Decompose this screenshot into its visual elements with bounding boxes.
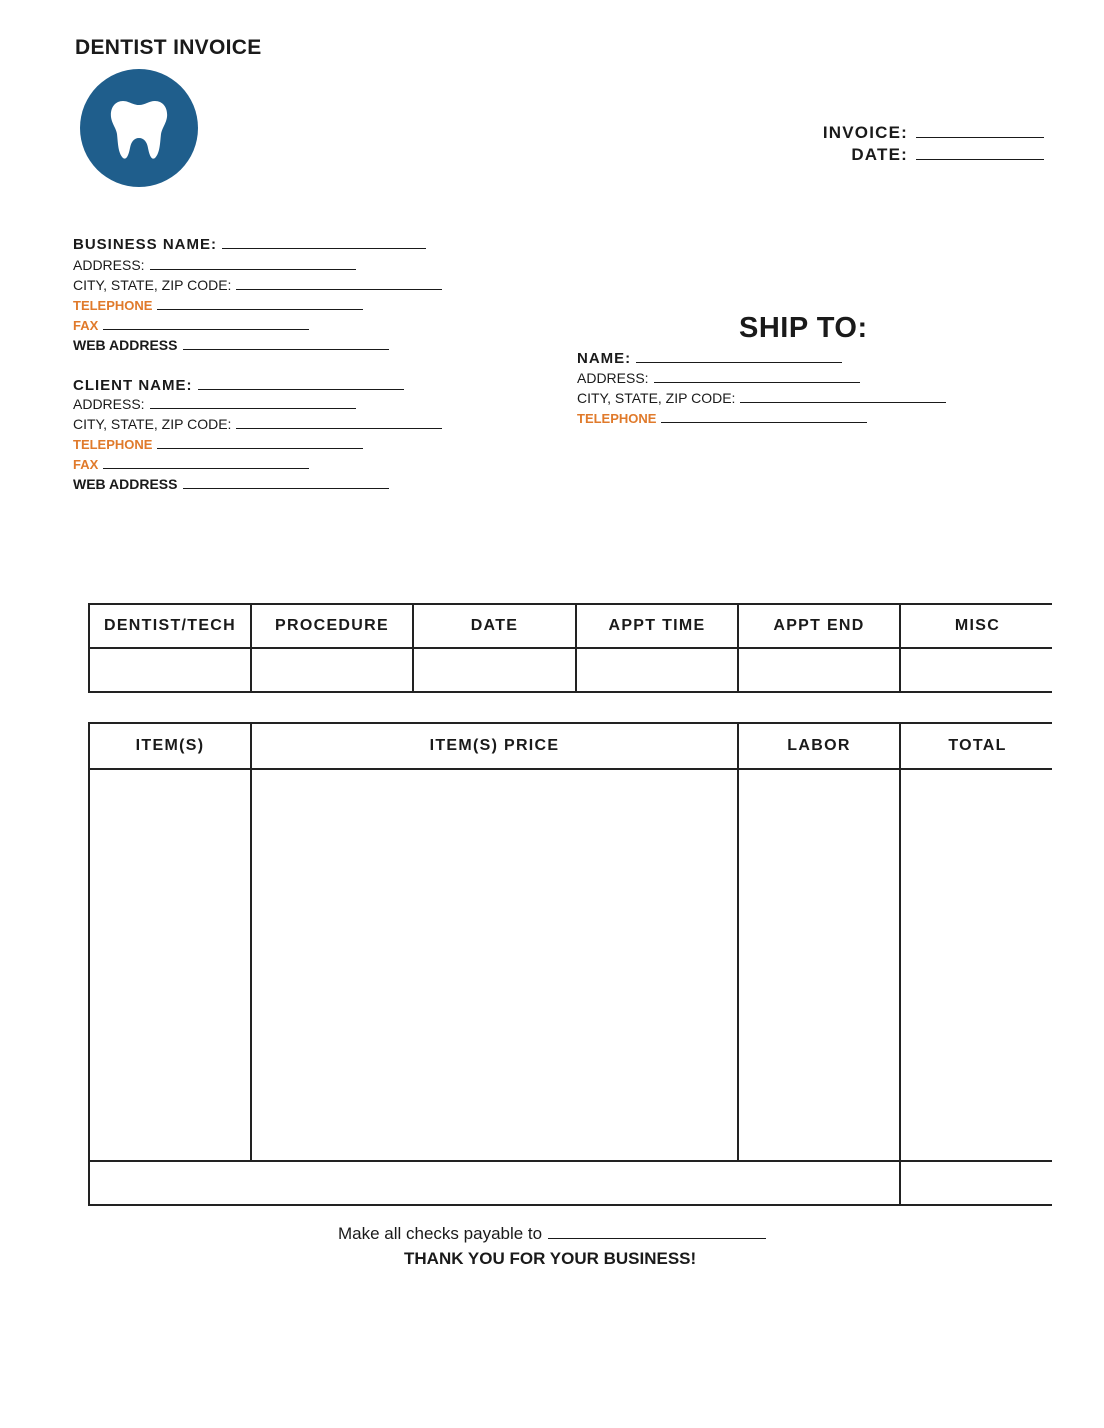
invoice-number-label: INVOICE: <box>822 123 908 142</box>
client-web-line[interactable] <box>183 476 389 489</box>
business-fax-label: FAX <box>73 318 99 333</box>
ship-telephone-field[interactable] <box>577 408 867 428</box>
cell-labor[interactable] <box>738 769 900 1161</box>
appointment-row <box>89 648 1055 692</box>
thank-you-note: THANK YOU FOR YOUR BUSINESS! <box>404 1249 697 1268</box>
checks-payable-label: Make all checks payable to <box>338 1224 543 1243</box>
tooth-icon <box>79 68 199 188</box>
header-total: TOTAL <box>900 723 1055 769</box>
client-telephone-field[interactable] <box>73 434 363 454</box>
cell-appt-time[interactable] <box>576 648 738 692</box>
business-name-field[interactable] <box>73 234 426 254</box>
cell-appt-end[interactable] <box>738 648 900 692</box>
business-fax-field[interactable] <box>73 315 309 335</box>
business-telephone-line[interactable] <box>157 297 363 310</box>
header-labor: LABOR <box>738 723 900 769</box>
ship-address-field[interactable] <box>577 368 860 388</box>
client-name-field[interactable] <box>73 375 404 395</box>
invoice-date-line[interactable] <box>916 145 1044 160</box>
ship-name-line[interactable] <box>636 350 842 363</box>
business-telephone-label: TELEPHONE <box>73 298 153 313</box>
appointment-table <box>88 603 1056 693</box>
header-misc: MISC <box>900 604 1055 648</box>
client-name-line[interactable] <box>198 377 404 390</box>
table-right-edge-mask <box>1052 595 1104 1215</box>
invoice-date-label: DATE: <box>851 145 908 164</box>
ship-address-label: ADDRESS: <box>577 370 649 386</box>
document-title: DENTIST INVOICE <box>75 36 262 59</box>
ship-city-field[interactable] <box>577 388 946 408</box>
header-appt-time: APPT TIME <box>576 604 738 648</box>
checks-payable-field[interactable] <box>338 1224 766 1244</box>
cell-dentist-tech[interactable] <box>89 648 251 692</box>
client-web-label: WEB ADDRESS <box>73 476 178 492</box>
client-city-label: CITY, STATE, ZIP CODE: <box>73 416 232 432</box>
business-city-label: CITY, STATE, ZIP CODE: <box>73 277 232 293</box>
client-address-label: ADDRESS: <box>73 396 145 412</box>
ship-name-label: NAME: <box>577 350 632 367</box>
business-address-field[interactable] <box>73 255 356 275</box>
client-fax-field[interactable] <box>73 454 309 474</box>
cell-items-price[interactable] <box>251 769 738 1161</box>
invoice-number-field[interactable] <box>823 123 1044 143</box>
ship-name-field[interactable] <box>577 348 842 368</box>
items-table <box>88 722 1056 1206</box>
ship-telephone-line[interactable] <box>661 410 867 423</box>
client-address-line[interactable] <box>150 396 356 409</box>
client-telephone-line[interactable] <box>157 436 363 449</box>
business-web-label: WEB ADDRESS <box>73 337 178 353</box>
items-header-row <box>89 723 1055 769</box>
client-fax-line[interactable] <box>103 456 309 469</box>
client-address-field[interactable] <box>73 394 356 414</box>
header-dentist-tech: DENTIST/TECH <box>89 604 251 648</box>
client-telephone-label: TELEPHONE <box>73 437 153 452</box>
ship-to-title: SHIP TO: <box>739 312 868 344</box>
business-name-label: BUSINESS NAME: <box>73 236 218 253</box>
business-city-line[interactable] <box>236 277 442 290</box>
business-telephone-field[interactable] <box>73 295 363 315</box>
header-date: DATE <box>413 604 576 648</box>
client-fax-label: FAX <box>73 457 99 472</box>
ship-address-line[interactable] <box>654 370 860 383</box>
appointment-header-row <box>89 604 1055 648</box>
business-web-line[interactable] <box>183 337 389 350</box>
business-city-field[interactable] <box>73 275 442 295</box>
business-web-field[interactable] <box>73 335 389 355</box>
header-appt-end: APPT END <box>738 604 900 648</box>
cell-items[interactable] <box>89 769 251 1161</box>
client-city-field[interactable] <box>73 414 442 434</box>
business-name-line[interactable] <box>222 236 426 249</box>
checks-payable-line[interactable] <box>548 1224 766 1239</box>
header-items: ITEM(S) <box>89 723 251 769</box>
header-items-price: ITEM(S) PRICE <box>251 723 738 769</box>
items-total-row <box>89 1161 1055 1205</box>
business-address-line[interactable] <box>150 257 356 270</box>
invoice-date-field[interactable] <box>851 145 1044 165</box>
client-name-label: CLIENT NAME: <box>73 377 193 394</box>
cell-total[interactable] <box>900 769 1055 1161</box>
cell-procedure[interactable] <box>251 648 413 692</box>
cell-misc[interactable] <box>900 648 1055 692</box>
business-address-label: ADDRESS: <box>73 257 145 273</box>
client-city-line[interactable] <box>236 416 442 429</box>
cell-grand-total[interactable] <box>900 1161 1055 1205</box>
ship-city-label: CITY, STATE, ZIP CODE: <box>577 390 736 406</box>
business-fax-line[interactable] <box>103 317 309 330</box>
ship-city-line[interactable] <box>740 390 946 403</box>
ship-telephone-label: TELEPHONE <box>577 411 657 426</box>
invoice-number-line[interactable] <box>916 123 1044 138</box>
header-procedure: PROCEDURE <box>251 604 413 648</box>
items-body-row <box>89 769 1055 1161</box>
cell-total-spacer <box>89 1161 900 1205</box>
cell-date[interactable] <box>413 648 576 692</box>
client-web-field[interactable] <box>73 474 389 494</box>
